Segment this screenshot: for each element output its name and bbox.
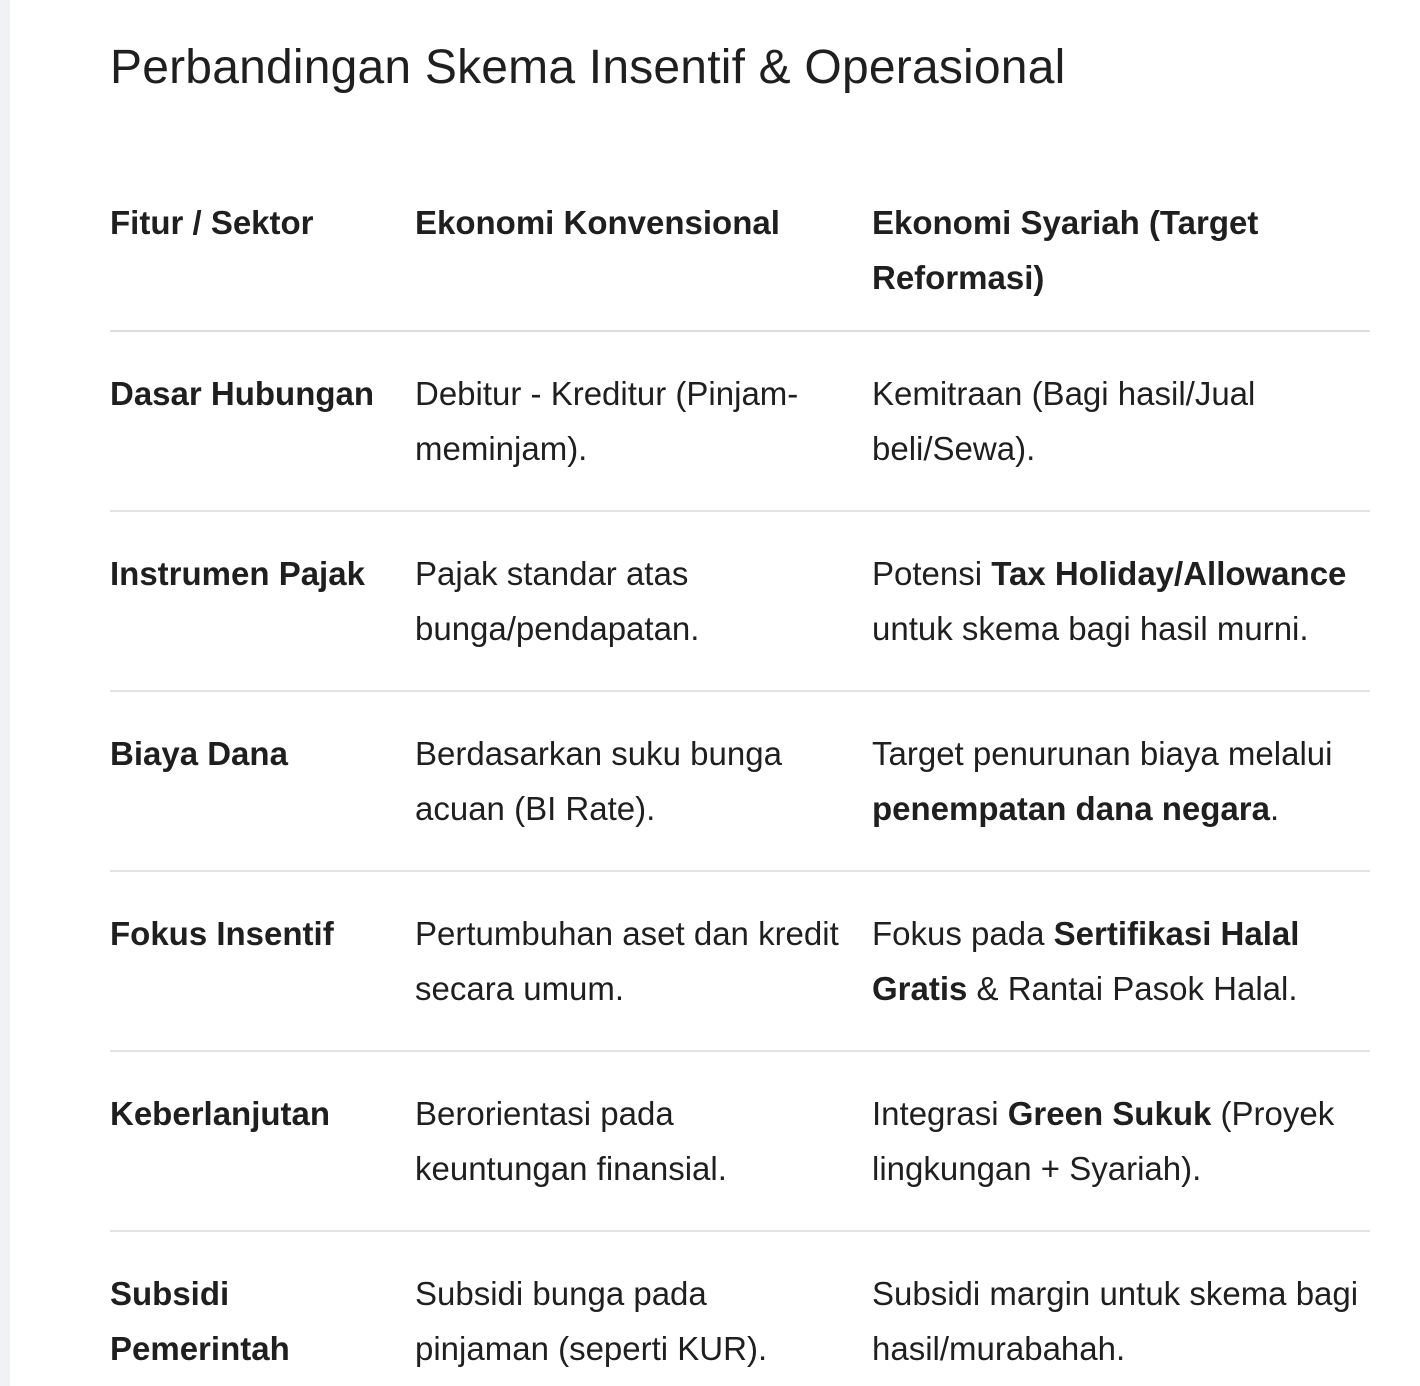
table-row	[110, 691, 1370, 871]
row-feature: Biaya Dana	[110, 735, 288, 772]
emphasis-text: Sertifikasi Halal Gratis	[872, 915, 1300, 1007]
cell-text: Fokus pada	[872, 915, 1054, 952]
cell-text: (Proyek lingkungan + Syariah).	[872, 1095, 1335, 1187]
comparison-table	[110, 195, 1370, 1386]
row-syariah	[872, 1231, 1370, 1386]
row-syariah	[872, 1051, 1370, 1231]
cell-text: .	[1269, 790, 1280, 827]
row-konvensional: Berdasarkan suku bunga acuan (BI Rate).	[415, 735, 782, 827]
row-syariah	[872, 691, 1370, 871]
row-syariah	[872, 871, 1370, 1051]
emphasis-text: Tax Holiday/Allowance	[991, 555, 1347, 592]
emphasis-text: Green Sukuk	[1007, 1095, 1212, 1132]
table-row	[110, 1051, 1370, 1231]
cell-text: & Rantai Pasok Halal.	[967, 970, 1298, 1007]
header-feature: Fitur / Sektor	[110, 204, 314, 241]
table-row	[110, 511, 1370, 691]
comparison-section	[110, 36, 1370, 1386]
table-row	[110, 871, 1370, 1051]
row-syariah	[872, 511, 1370, 691]
cell-text: Potensi	[872, 555, 992, 592]
row-konvensional: Pajak standar atas bunga/pendapatan.	[415, 555, 700, 647]
header-syariah: Ekonomi Syariah (Target Reformasi)	[872, 204, 1259, 296]
row-konvensional: Pertumbuhan aset dan kredit secara umum.	[415, 915, 839, 1007]
table-row	[110, 331, 1370, 511]
row-syariah	[872, 331, 1370, 511]
table-header-row	[110, 195, 1370, 331]
row-konvensional: Debitur - Kreditur (Pinjam-meminjam).	[415, 375, 799, 467]
cell-text: Target penurunan biaya melalui	[872, 735, 1333, 772]
header-konvensional: Ekonomi Konvensional	[415, 204, 780, 241]
cell-text: Subsidi margin untuk skema bagi hasil/murabahah.	[872, 1275, 1359, 1367]
row-feature: Subsidi Pemerintah	[110, 1275, 290, 1367]
row-konvensional: Berorientasi pada keuntungan finansial.	[415, 1095, 727, 1187]
row-feature: Instrumen Pajak	[110, 555, 365, 592]
cell-text: Kemitraan (Bagi hasil/Jual beli/Sewa).	[872, 375, 1256, 467]
left-edge-strip	[0, 0, 10, 1386]
cell-text: untuk skema bagi hasil murni.	[872, 610, 1309, 647]
emphasis-text: penempatan dana negara	[872, 790, 1270, 827]
row-konvensional: Subsidi bunga pada pinjaman (seperti KUR).	[415, 1275, 768, 1367]
row-feature: Fokus Insentif	[110, 915, 334, 952]
table-row	[110, 1231, 1370, 1386]
row-feature: Keberlanjutan	[110, 1095, 331, 1132]
cell-text: Integrasi	[872, 1095, 1008, 1132]
row-feature: Dasar Hubungan	[110, 375, 375, 412]
page-title: Perbandingan Skema Insentif & Operasional	[110, 41, 1066, 94]
